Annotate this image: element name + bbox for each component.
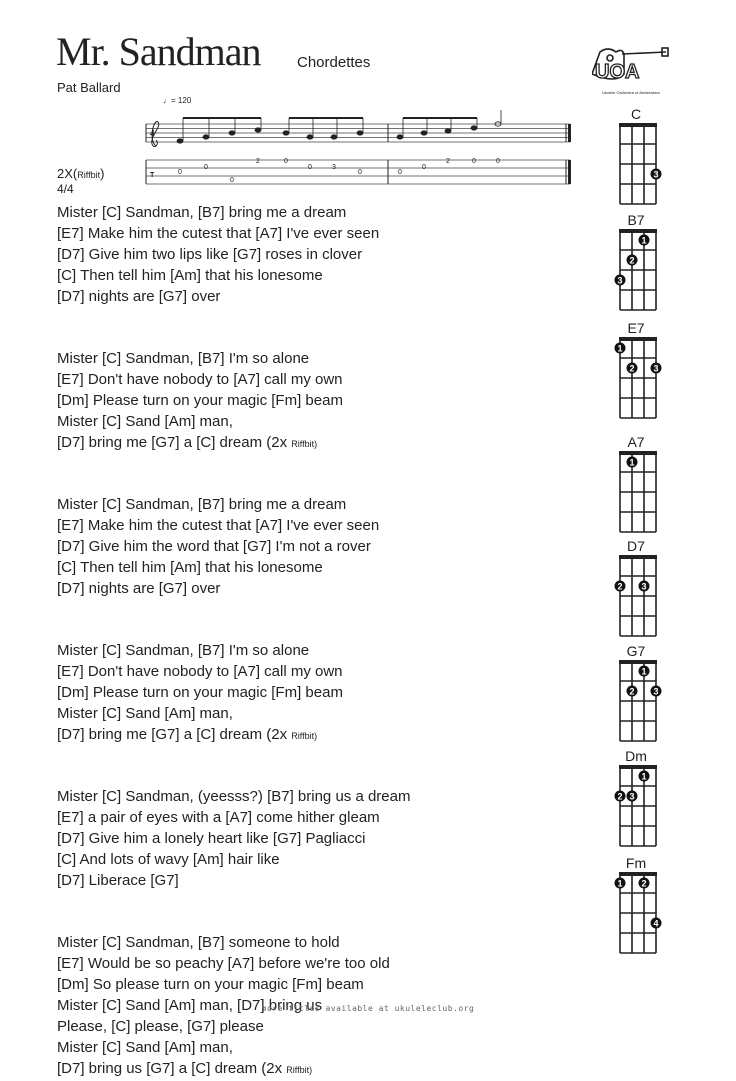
verse-gap xyxy=(57,307,577,348)
finger-number: 1 xyxy=(617,343,623,354)
lyric-line: Please, [C] please, [G7] please xyxy=(57,1018,264,1035)
chord-diagram-e7 xyxy=(606,320,666,425)
finger-dot xyxy=(639,581,650,592)
chord-nut xyxy=(619,555,657,559)
tab-fret-number: 0 xyxy=(178,169,182,176)
lyric-line: Mister [C] Sandman, [B7] bring me a dream xyxy=(57,204,347,221)
finger-dot xyxy=(651,918,662,929)
lyric-line: [C] Then tell him [Am] that his lonesome xyxy=(57,559,323,576)
lyric-line: [D7] bring us [G7] a [C] dream (2x Riffbit) xyxy=(57,1060,313,1077)
lyric-line: [D7] Liberace [G7] xyxy=(57,872,179,889)
verse-gap xyxy=(57,745,577,786)
note-head xyxy=(177,139,183,143)
finger-dot xyxy=(627,363,638,374)
lyric-line: [D7] bring me [G7] a [C] dream (2x Riffbit) xyxy=(57,434,318,451)
lyric-line: [Dm] Please turn on your magic [Fm] beam xyxy=(57,684,343,701)
repeat-marking: 2X(Riffbit) xyxy=(57,166,105,181)
time-signature-mark: 4 xyxy=(150,128,155,138)
lyric-line: Mister [C] Sand [Am] man, [D7] bring us xyxy=(57,997,323,1014)
chord-nut xyxy=(619,872,657,876)
finger-dot xyxy=(651,363,662,374)
chord-name: Dm xyxy=(625,748,647,764)
chord-name: B7 xyxy=(627,212,645,228)
note-head xyxy=(203,135,209,139)
lyric-line: Mister [C] Sand [Am] man, xyxy=(57,413,233,430)
lyric-line: [C] And lots of wavy [Am] hair like xyxy=(57,851,280,868)
tab-fret-number: 2 xyxy=(446,158,450,165)
final-bar xyxy=(568,124,571,142)
finger-dot xyxy=(627,686,638,697)
finger-number: 2 xyxy=(641,878,647,889)
note-head xyxy=(307,135,313,139)
note-head xyxy=(283,131,289,135)
finger-dot xyxy=(627,457,638,468)
fretboard-grid xyxy=(606,450,666,540)
logo-text: UOA xyxy=(595,61,640,83)
lyric-line: Mister [C] Sandman, (yeesss?) [B7] bring us a dream xyxy=(57,788,411,805)
lyric-line: [D7] Give him a lonely heart like [G7] Pagliacci xyxy=(57,830,366,847)
chord-diagram-d7 xyxy=(606,538,666,643)
lyric-line: [D7] nights are [G7] over xyxy=(57,580,221,597)
finger-number: 2 xyxy=(629,363,635,374)
lyric-line: [E7] Would be so peachy [A7] before we're too old xyxy=(57,955,390,972)
tab-fret-number: 0 xyxy=(358,169,362,176)
fretboard-grid xyxy=(606,554,666,644)
finger-dot xyxy=(639,235,650,246)
finger-number: 2 xyxy=(629,686,635,697)
lyric-line: [E7] Don't have nobody to [A7] call my own xyxy=(57,663,343,680)
lyric-line: [C] Then tell him [Am] that his lonesome xyxy=(57,267,323,284)
chord-nut xyxy=(619,451,657,455)
final-bar xyxy=(568,160,571,184)
finger-number: 3 xyxy=(653,363,659,374)
chord-nut xyxy=(619,123,657,127)
chord-nut xyxy=(619,337,657,341)
lyrics-body xyxy=(57,202,577,1079)
finger-dot xyxy=(627,791,638,802)
quarter-note-icon: ♩ xyxy=(163,96,171,105)
chord-nut xyxy=(619,660,657,664)
uoa-logo-icon xyxy=(592,44,672,99)
finger-number: 1 xyxy=(641,771,647,782)
tab-fret-number: 0 xyxy=(422,164,426,171)
tab-fret-number: 0 xyxy=(398,169,402,176)
tab-clef: T xyxy=(150,172,155,179)
finger-number: 1 xyxy=(629,457,635,468)
finger-dot xyxy=(615,275,626,286)
tab-fret-number: 0 xyxy=(204,164,208,171)
fretboard-grid xyxy=(606,764,666,854)
chord-diagram-g7 xyxy=(606,643,666,748)
finger-dot xyxy=(615,878,626,889)
tab-fret-number: 0 xyxy=(308,164,312,171)
lyric-line: [D7] nights are [G7] over xyxy=(57,288,221,305)
chord-nut xyxy=(619,229,657,233)
lyric-line: Mister [C] Sand [Am] man, xyxy=(57,705,233,722)
finger-dot xyxy=(639,666,650,677)
riffbit-note: Riffbit) xyxy=(286,1065,313,1075)
chord-name: D7 xyxy=(627,538,645,554)
finger-number: 1 xyxy=(617,878,623,889)
finger-dot xyxy=(627,255,638,266)
note-head xyxy=(331,135,337,139)
verse-gap xyxy=(57,453,577,494)
lyric-line: [E7] a pair of eyes with a [A7] come hither gleam xyxy=(57,809,380,826)
chord-diagram-fm xyxy=(606,855,666,960)
time-signature: 4/4 xyxy=(57,182,74,196)
chord-name: C xyxy=(630,106,642,122)
lyric-line: [Dm] So please turn on your magic [Fm] beam xyxy=(57,976,364,993)
finger-number: 4 xyxy=(653,918,659,929)
finger-number: 3 xyxy=(629,791,635,802)
note-head xyxy=(357,131,363,135)
tab-fret-number: 3 xyxy=(332,164,336,171)
fretboard-grid xyxy=(606,228,666,318)
lyric-line: [D7] Give him the word that [G7] I'm not a rover xyxy=(57,538,371,555)
fretboard-grid xyxy=(606,122,666,212)
finger-number: 1 xyxy=(641,666,647,677)
chord-diagram-a7 xyxy=(606,434,666,539)
verse-gap xyxy=(57,891,577,932)
riffbit-note: Riffbit) xyxy=(291,439,318,449)
fretboard-grid xyxy=(606,871,666,961)
finger-number: 3 xyxy=(653,686,659,697)
chord-name: Fm xyxy=(625,855,647,871)
lyric-line: Mister [C] Sandman, [B7] someone to hold xyxy=(57,934,340,951)
chord-diagram-b7 xyxy=(606,212,666,317)
lyric-line: [E7] Make him the cutest that [A7] I've ever seen xyxy=(57,517,380,534)
finger-number: 3 xyxy=(617,275,623,286)
tab-fret-number: 2 xyxy=(256,158,260,165)
note-head xyxy=(471,126,477,130)
lyric-line: [D7] Give him two lips like [G7] roses in clover xyxy=(57,246,363,263)
lyric-line: [D7] bring me [G7] a [C] dream (2x Riffbit) xyxy=(57,726,318,743)
finger-number: 3 xyxy=(641,581,647,592)
finger-dot xyxy=(615,791,626,802)
finger-dot xyxy=(639,771,650,782)
composer-name: Pat Ballard xyxy=(57,80,121,95)
fretboard-grid xyxy=(606,336,666,426)
riffbit-note: Riffbit) xyxy=(291,731,318,741)
finger-dot xyxy=(639,878,650,889)
lyric-line: Mister [C] Sandman, [B7] I'm so alone xyxy=(57,642,310,659)
lyric-line: Mister [C] Sandman, [B7] bring me a dream xyxy=(57,496,347,513)
chord-diagram-dm xyxy=(606,748,666,853)
note-head xyxy=(421,131,427,135)
chord-nut xyxy=(619,765,657,769)
artist-name: Chordettes xyxy=(297,54,371,71)
chord-name: A7 xyxy=(627,434,645,450)
lyric-line: [Dm] Please turn on your magic [Fm] beam xyxy=(57,392,343,409)
tab-fret-number: 0 xyxy=(496,158,500,165)
finger-number: 3 xyxy=(653,169,659,180)
footer-note: more titles available at ukuleleclub.org xyxy=(261,1004,475,1013)
lyric-line: Mister [C] Sand [Am] man, xyxy=(57,1039,233,1056)
note-head xyxy=(229,131,235,135)
lyric-line: Mister [C] Sandman, [B7] I'm so alone xyxy=(57,350,310,367)
lyric-line: [E7] Don't have nobody to [A7] call my own xyxy=(57,371,343,388)
finger-dot xyxy=(651,169,662,180)
tab-fret-number: 0 xyxy=(284,158,288,165)
tab-fret-number: 0 xyxy=(230,177,234,184)
finger-number: 2 xyxy=(617,791,623,802)
note-head xyxy=(397,135,403,139)
note-head xyxy=(255,128,261,132)
song-title: Mr. Sandman xyxy=(56,29,261,74)
finger-number: 2 xyxy=(629,255,635,266)
verse-gap xyxy=(57,599,577,640)
finger-number: 1 xyxy=(641,235,647,246)
chord-name: G7 xyxy=(626,643,646,659)
finger-dot xyxy=(651,686,662,697)
fretboard-grid xyxy=(606,659,666,749)
finger-dot xyxy=(615,343,626,354)
chord-diagram-c xyxy=(606,106,666,211)
finger-number: 2 xyxy=(617,581,623,592)
note-head xyxy=(445,129,451,133)
tab-fret-number: 0 xyxy=(472,158,476,165)
tempo-marking: ♩= 120 xyxy=(163,96,192,105)
lyric-line: [E7] Make him the cutest that [A7] I've ever seen xyxy=(57,225,380,242)
finger-dot xyxy=(615,581,626,592)
chord-name: E7 xyxy=(627,320,645,336)
logo-subtitle: Ukulele Orchestra of Amsterdam xyxy=(602,90,660,95)
